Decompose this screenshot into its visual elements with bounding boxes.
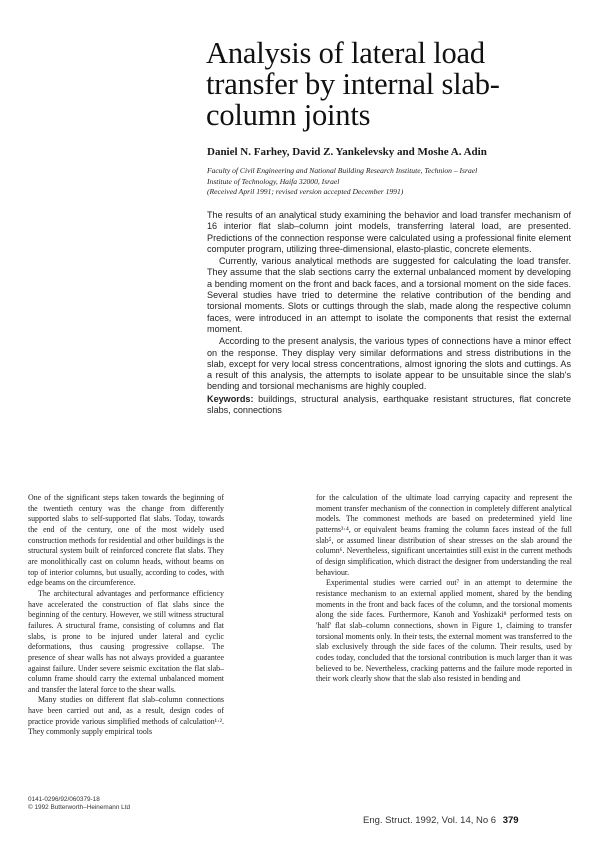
abstract [207,210,571,416]
journal-footer [363,815,519,826]
received-dates: (Received April 1991; revised version accepted December 1991) [207,187,404,196]
publisher-copyright: © 1992 Butterworth–Heinemann Ltd [28,804,131,811]
copyright-notice [28,796,208,812]
journal-citation: Eng. Struct. 1992, Vol. 14, No 6 [363,815,497,826]
affiliation [207,166,577,198]
page-number: 379 [502,815,519,826]
affiliation-line-2: Institute of Technology, Haifa 32000, Israel [207,176,340,186]
paper-title [206,38,536,131]
affiliation-line-1: Faculty of Civil Engineering and National Building Research Institute, Technion – Israel [207,166,478,175]
abstract-paragraph-2: Currently, various analytical methods are suggested for calculating the load transfer. They assume that the slab sections carry the external unbalanced moment by developing a bending moment on the front and back faces, and a torsional moment on the side faces. Several studies have tried to determine the relative contribution of the bending and torsional moments. Slots or cuttings through the slab, made along the respective column faces, were introduced in an attempt to isolate the components that resist the external moment. [207,256,571,334]
body-column-right [316,493,572,685]
body-paragraph: One of the significant steps taken towards the beginning of the twentieth century was the change from differently supported slabs to self-supported flat slabs. Today, towards the end of the century, one of the most widely used construction methods for residential and other buildings is the structural system built of reinforced concrete flat slabs. They are monolithically cast on column heads, without beams on top of interior columns, but usually, according to codes, with edge beams on the circumference. [28,493,224,588]
keywords [207,394,571,417]
issn-code: 0141-0296/92/060379-18 [28,796,100,803]
abstract-paragraph-3: According to the present analysis, the various types of connections have a minor effect on the response. They display very similar deformations and stress distributions in the slab, except for very local stress concentrations, almost ignoring the slots and cuttings. As a result of this analysis, the attempts to isolate appear to be unsuitable since the slab's bending and torsional mechanisms are highly coupled. [207,336,571,392]
keywords-list: buildings, structural analysis, earthquake resistant structures, flat concrete slabs, connections [207,393,571,416]
body-paragraph: The architectural advantages and performance efficiency have accelerated the construction of flat slabs since the beginning of the century. However, we still witness structural failures. A structural frame, consisting of columns and flat slabs, is prone to be injured under lateral and cyclic deformations, thus causing progressive collapse. The presence of shear walls has not always provided a guarantee against failure. Under severe seismic excitation the flat slab–column frame should carry the external unbalanced moment and transfer the lateral force to the shear walls. [28,588,224,694]
title-line-2: transfer by internal slab- [206,67,500,101]
body-paragraph: Experimental studies were carried out⁷ in an attempt to determine the resistance mechanism to an external applied moment, shared by the bending moments in the front and back faces of the column, and the torsional moments along the side faces. Furthermore, Kanoh and Yoshizaki⁸ performed tests on 'half' flat slab–column connections, shown in Figure 1, claiming to transfer torsional moments only. In their tests, the external moment was transferred to the slab exclusively through the side faces of the column. Their results, used by codes today, concluded that the torsional contribution is much larger than it was believed to be. Nevertheless, cracking patterns and the failure mode reported in their work clearly show that the slab also resisted in bending and [316,578,572,684]
title-line-3: column joints [206,98,371,132]
body-paragraph: for the calculation of the ultimate load carrying capacity and represent the moment transfer mechanism of the connection in completely different analytical models. The commonest methods are based on predetermined yield line patterns³·⁴, or equivalent beams framing the column faces instead of the full slab⁵, or assumed linear distribution of shear stresses on the slab around the column⁶. Nevertheless, significant uncertainties still exist in the current methods of design simplification, which distract the designer from understanding the real behaviour. [316,493,572,577]
body-column-left [28,493,224,738]
abstract-paragraph-1: The results of an analytical study examining the behavior and load transfer mechanism of 16 interior flat slab–column joint models, transferring lateral load, are presented. Predictions of the connection response were calculated using a professional finite element computer program, utilizing three-dimensional, elasto-plastic, concrete elements. [207,210,571,254]
keywords-label: Keywords: [207,393,254,404]
body-paragraph: Many studies on different flat slab–column connections have been carried out and, as a result, design codes of practice provide various simplified methods of calculation¹·². They commonly supply empirical tools [28,695,224,737]
author-list: Daniel N. Farhey, David Z. Yankelevsky and Moshe A. Adin [207,146,487,158]
title-line-1: Analysis of lateral load [206,36,485,70]
